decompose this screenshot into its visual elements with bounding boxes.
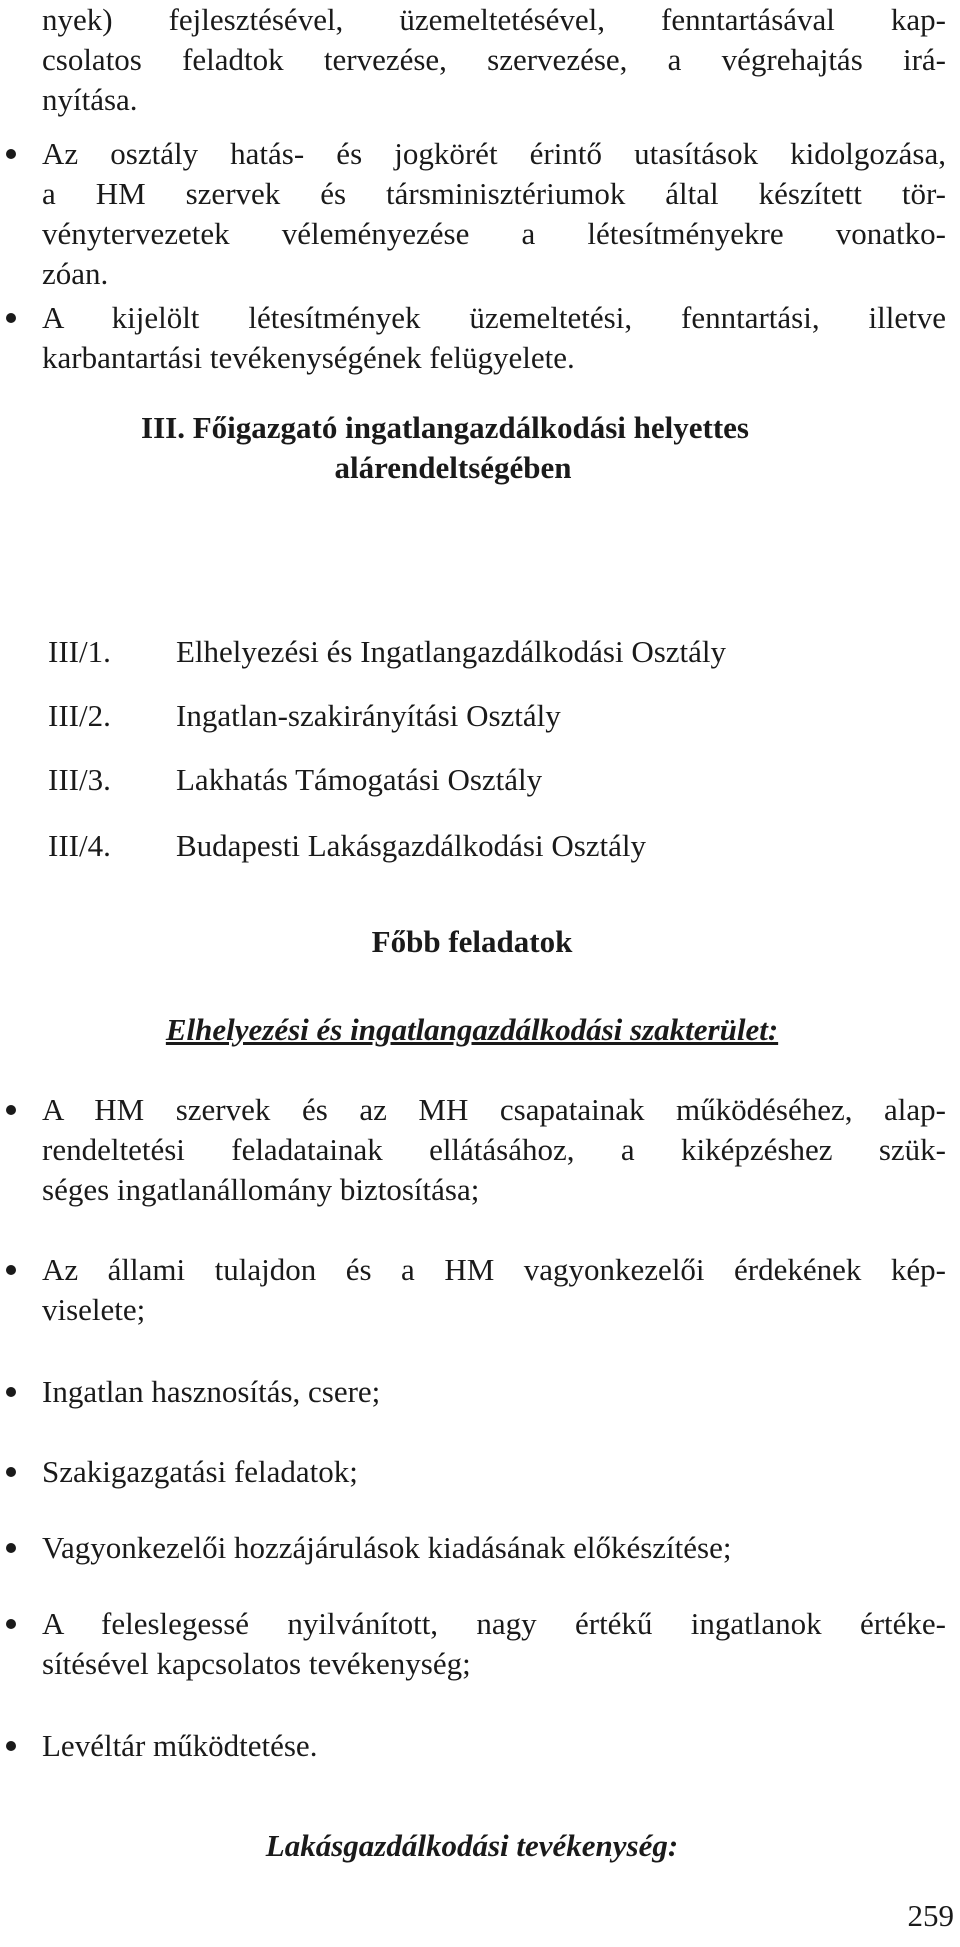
- bullet-icon: [6, 1543, 16, 1553]
- unit-name: Elhelyezési és Ingatlangazdálkodási Osztály: [176, 634, 727, 669]
- text-line: Szakigazgatási feladatok;: [42, 1454, 358, 1489]
- bullet-icon: [6, 313, 16, 323]
- text-line: vénytervezetek véleményezése a létesítményekre vonatko-: [42, 216, 946, 251]
- page-number: 259: [907, 1898, 954, 1933]
- bullet-item: [0, 1528, 946, 1568]
- text-line: Levéltár működtetése.: [42, 1728, 318, 1763]
- text-line: a HM szervek és társminisztériumok által készített tör-: [42, 176, 946, 211]
- bullet-item: [0, 1372, 946, 1412]
- text-line: nyítása.: [42, 82, 138, 117]
- bullet-item: [0, 1090, 946, 1210]
- text-line: A kijelölt létesítmények üzemeltetési, fenntartási, illetve: [42, 300, 946, 335]
- unit-row: [48, 826, 938, 866]
- bullet-item: [0, 1452, 946, 1492]
- intro-paragraph: [42, 0, 946, 120]
- text-line: Vagyonkezelői hozzájárulások kiadásának előkészítése;: [42, 1530, 732, 1565]
- bullet-icon: [6, 1105, 16, 1115]
- section-heading-line: alárendeltségében: [334, 450, 572, 485]
- bullet-item: [0, 134, 946, 294]
- text-line: sítésével kapcsolatos tevékenység;: [42, 1646, 471, 1681]
- text-line: rendeltetési feladatainak ellátásához, a kiképzéshez szük-: [42, 1132, 946, 1167]
- unit-row: [48, 696, 938, 736]
- text-line: nyek) fejlesztésével, üzemeltetésével, fenntartásával kap-: [42, 2, 946, 37]
- bullet-icon: [6, 1467, 16, 1477]
- section-heading-line: III. Főigazgató ingatlangazdálkodási helyettes: [141, 410, 749, 445]
- text-line: Az állami tulajdon és a HM vagyonkezelői érdekének kép-: [42, 1252, 946, 1287]
- text-line: Az osztály hatás- és jogkörét érintő utasítások kidolgozása,: [42, 136, 946, 171]
- bullet-item: [0, 1250, 946, 1330]
- text-line: csolatos feladtok tervezése, szervezése, a végrehajtás irá-: [42, 42, 946, 77]
- unit-code: III/1.: [48, 634, 111, 669]
- unit-code: III/2.: [48, 698, 111, 733]
- main-tasks-heading: Főbb feladatok: [371, 924, 573, 959]
- bullet-icon: [6, 1387, 16, 1397]
- text-line: Ingatlan hasznosítás, csere;: [42, 1374, 381, 1409]
- unit-row: [48, 632, 938, 672]
- text-line: zóan.: [42, 256, 109, 291]
- section-heading: [0, 408, 960, 488]
- text-line: A HM szervek és az MH csapatainak működéséhez, alap-: [42, 1092, 946, 1127]
- bullet-icon: [6, 1265, 16, 1275]
- bullet-item: [0, 298, 946, 378]
- text-line: A feleslegessé nyilvánított, nagy értékű ingatlanok értéke-: [42, 1606, 946, 1641]
- bullet-icon: [6, 1619, 16, 1629]
- unit-code: III/4.: [48, 828, 111, 863]
- bullet-item: [0, 1604, 946, 1684]
- bullet-icon: [6, 149, 16, 159]
- subsection-heading: Lakásgazdálkodási tevékenység:: [265, 1828, 679, 1863]
- bullet-icon: [6, 1741, 16, 1751]
- unit-row: [48, 760, 938, 800]
- unit-name: Lakhatás Támogatási Osztály: [176, 762, 543, 797]
- text-line: séges ingatlanállomány biztosítása;: [42, 1172, 480, 1207]
- unit-code: III/3.: [48, 762, 111, 797]
- subsection-heading: Elhelyezési és ingatlangazdálkodási szakterület:: [165, 1012, 779, 1047]
- text-line: karbantartási tevékenységének felügyelete.: [42, 340, 575, 375]
- bullet-item: [0, 1726, 946, 1766]
- unit-name: Budapesti Lakásgazdálkodási Osztály: [176, 828, 647, 863]
- unit-name: Ingatlan-szakirányítási Osztály: [176, 698, 561, 733]
- text-line: viselete;: [42, 1292, 146, 1327]
